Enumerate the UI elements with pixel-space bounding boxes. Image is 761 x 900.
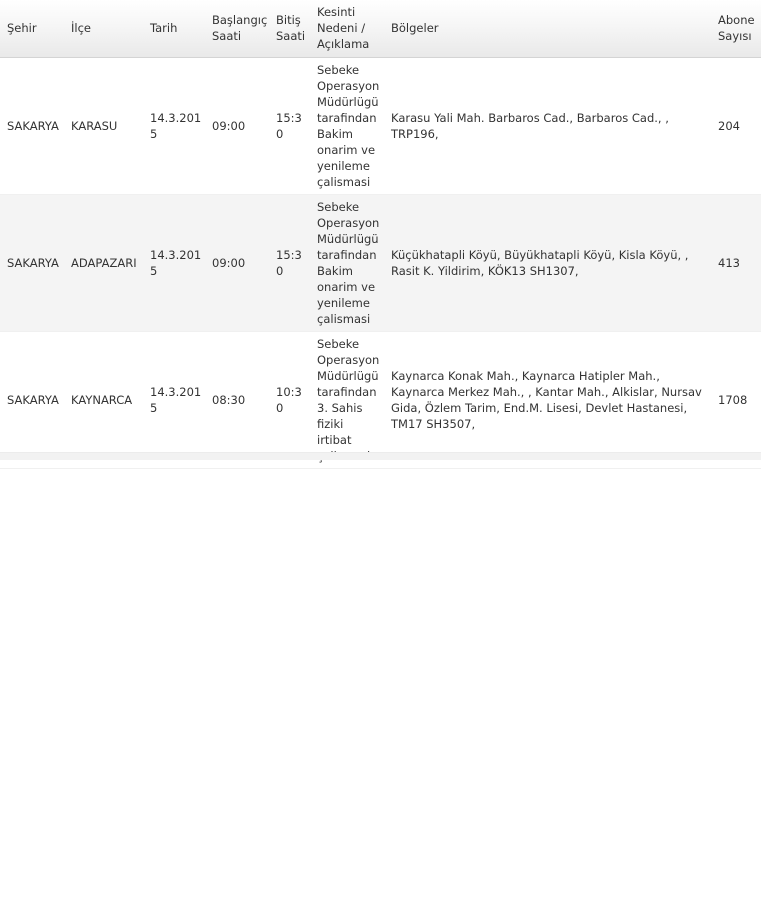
cell-sehir: SAKARYA bbox=[7, 118, 59, 133]
cell-tarih: 14.3.2015 bbox=[150, 384, 202, 415]
cell-sehir: SAKARYA bbox=[7, 392, 59, 407]
cell-sehir: SAKARYA bbox=[7, 255, 59, 270]
header-sehir[interactable] bbox=[0, 0, 64, 57]
table-row bbox=[0, 194, 761, 331]
cell-baslangic: 09:00 bbox=[212, 255, 246, 270]
table-header bbox=[0, 0, 761, 57]
header-row bbox=[0, 0, 761, 57]
cell-baslangic: 09:00 bbox=[212, 118, 246, 133]
header-kesinti-label-3: Açıklama bbox=[317, 37, 370, 52]
header-ilce-label: İlçe bbox=[71, 21, 91, 36]
cell-tarih: 14.3.2015 bbox=[150, 110, 202, 141]
header-ilce[interactable] bbox=[64, 0, 143, 57]
table-footer bbox=[0, 452, 761, 460]
header-abone-label-1: Abone bbox=[718, 13, 755, 28]
header-bitis[interactable] bbox=[269, 0, 310, 57]
header-baslangic-label-2: Saati bbox=[212, 29, 242, 44]
cell-bitis: 15:30 bbox=[276, 110, 302, 141]
cell-kesinti: Sebeke Operasyon Müdürlügü tarafindan Bakim onarim ve yenileme çalismasi bbox=[317, 199, 380, 326]
cell-bolgeler: Kaynarca Konak Mah., Kaynarca Hatipler Mah., Kaynarca Merkez Mah., , Kantar Mah., Alkislar, Nursav Gida, Özlem Tarim, End.M. Lisesi, Devlet Hastanesi, TM17 SH3507, bbox=[391, 368, 702, 431]
cell-abone: 204 bbox=[718, 118, 740, 133]
cell-abone: 413 bbox=[718, 255, 740, 270]
header-bolgeler[interactable] bbox=[384, 0, 711, 57]
header-kesinti-label-1: Kesinti bbox=[317, 5, 356, 20]
cell-ilce: KARASU bbox=[71, 118, 118, 133]
cell-abone: 1708 bbox=[718, 392, 748, 407]
header-tarih-label: Tarih bbox=[150, 21, 178, 36]
cell-bitis: 15:30 bbox=[276, 247, 302, 278]
header-baslangic[interactable] bbox=[205, 0, 269, 57]
header-bitis-label-2: Saati bbox=[276, 29, 306, 44]
table-row bbox=[0, 57, 761, 194]
cell-ilce: ADAPAZARI bbox=[71, 255, 137, 270]
header-abone[interactable] bbox=[711, 0, 761, 57]
header-baslangic-label-1: Başlangıç bbox=[212, 13, 268, 28]
cell-bolgeler: Küçükhatapli Köyü, Büyükhatapli Köyü, Kisla Köyü, , Rasit K. Yildirim, KÖK13 SH1307, bbox=[391, 247, 689, 278]
header-sehir-label: Şehir bbox=[7, 21, 37, 36]
cell-bitis: 10:30 bbox=[276, 384, 302, 415]
header-tarih[interactable] bbox=[143, 0, 205, 57]
table-row bbox=[0, 331, 761, 468]
header-bitis-label-1: Bitiş bbox=[276, 13, 301, 28]
header-kesinti[interactable] bbox=[310, 0, 384, 57]
cell-baslangic: 08:30 bbox=[212, 392, 246, 407]
cell-tarih: 14.3.2015 bbox=[150, 247, 202, 278]
cell-ilce: KAYNARCA bbox=[71, 392, 133, 407]
cell-kesinti: Sebeke Operasyon Müdürlügü tarafindan Bakim onarim ve yenileme çalismasi bbox=[317, 62, 380, 189]
cell-kesinti: Sebeke Operasyon Müdürlügü tarafindan 3. Sahis fiziki irtibat bbox=[317, 336, 380, 447]
header-bolgeler-label: Bölgeler bbox=[391, 21, 439, 36]
header-kesinti-label-2: Nedeni / bbox=[317, 21, 366, 36]
cell-bolgeler: Karasu Yali Mah. Barbaros Cad., Barbaros Cad., , TRP196, bbox=[391, 110, 669, 141]
header-abone-label-2: Sayısı bbox=[718, 29, 752, 44]
table-body bbox=[0, 57, 761, 468]
